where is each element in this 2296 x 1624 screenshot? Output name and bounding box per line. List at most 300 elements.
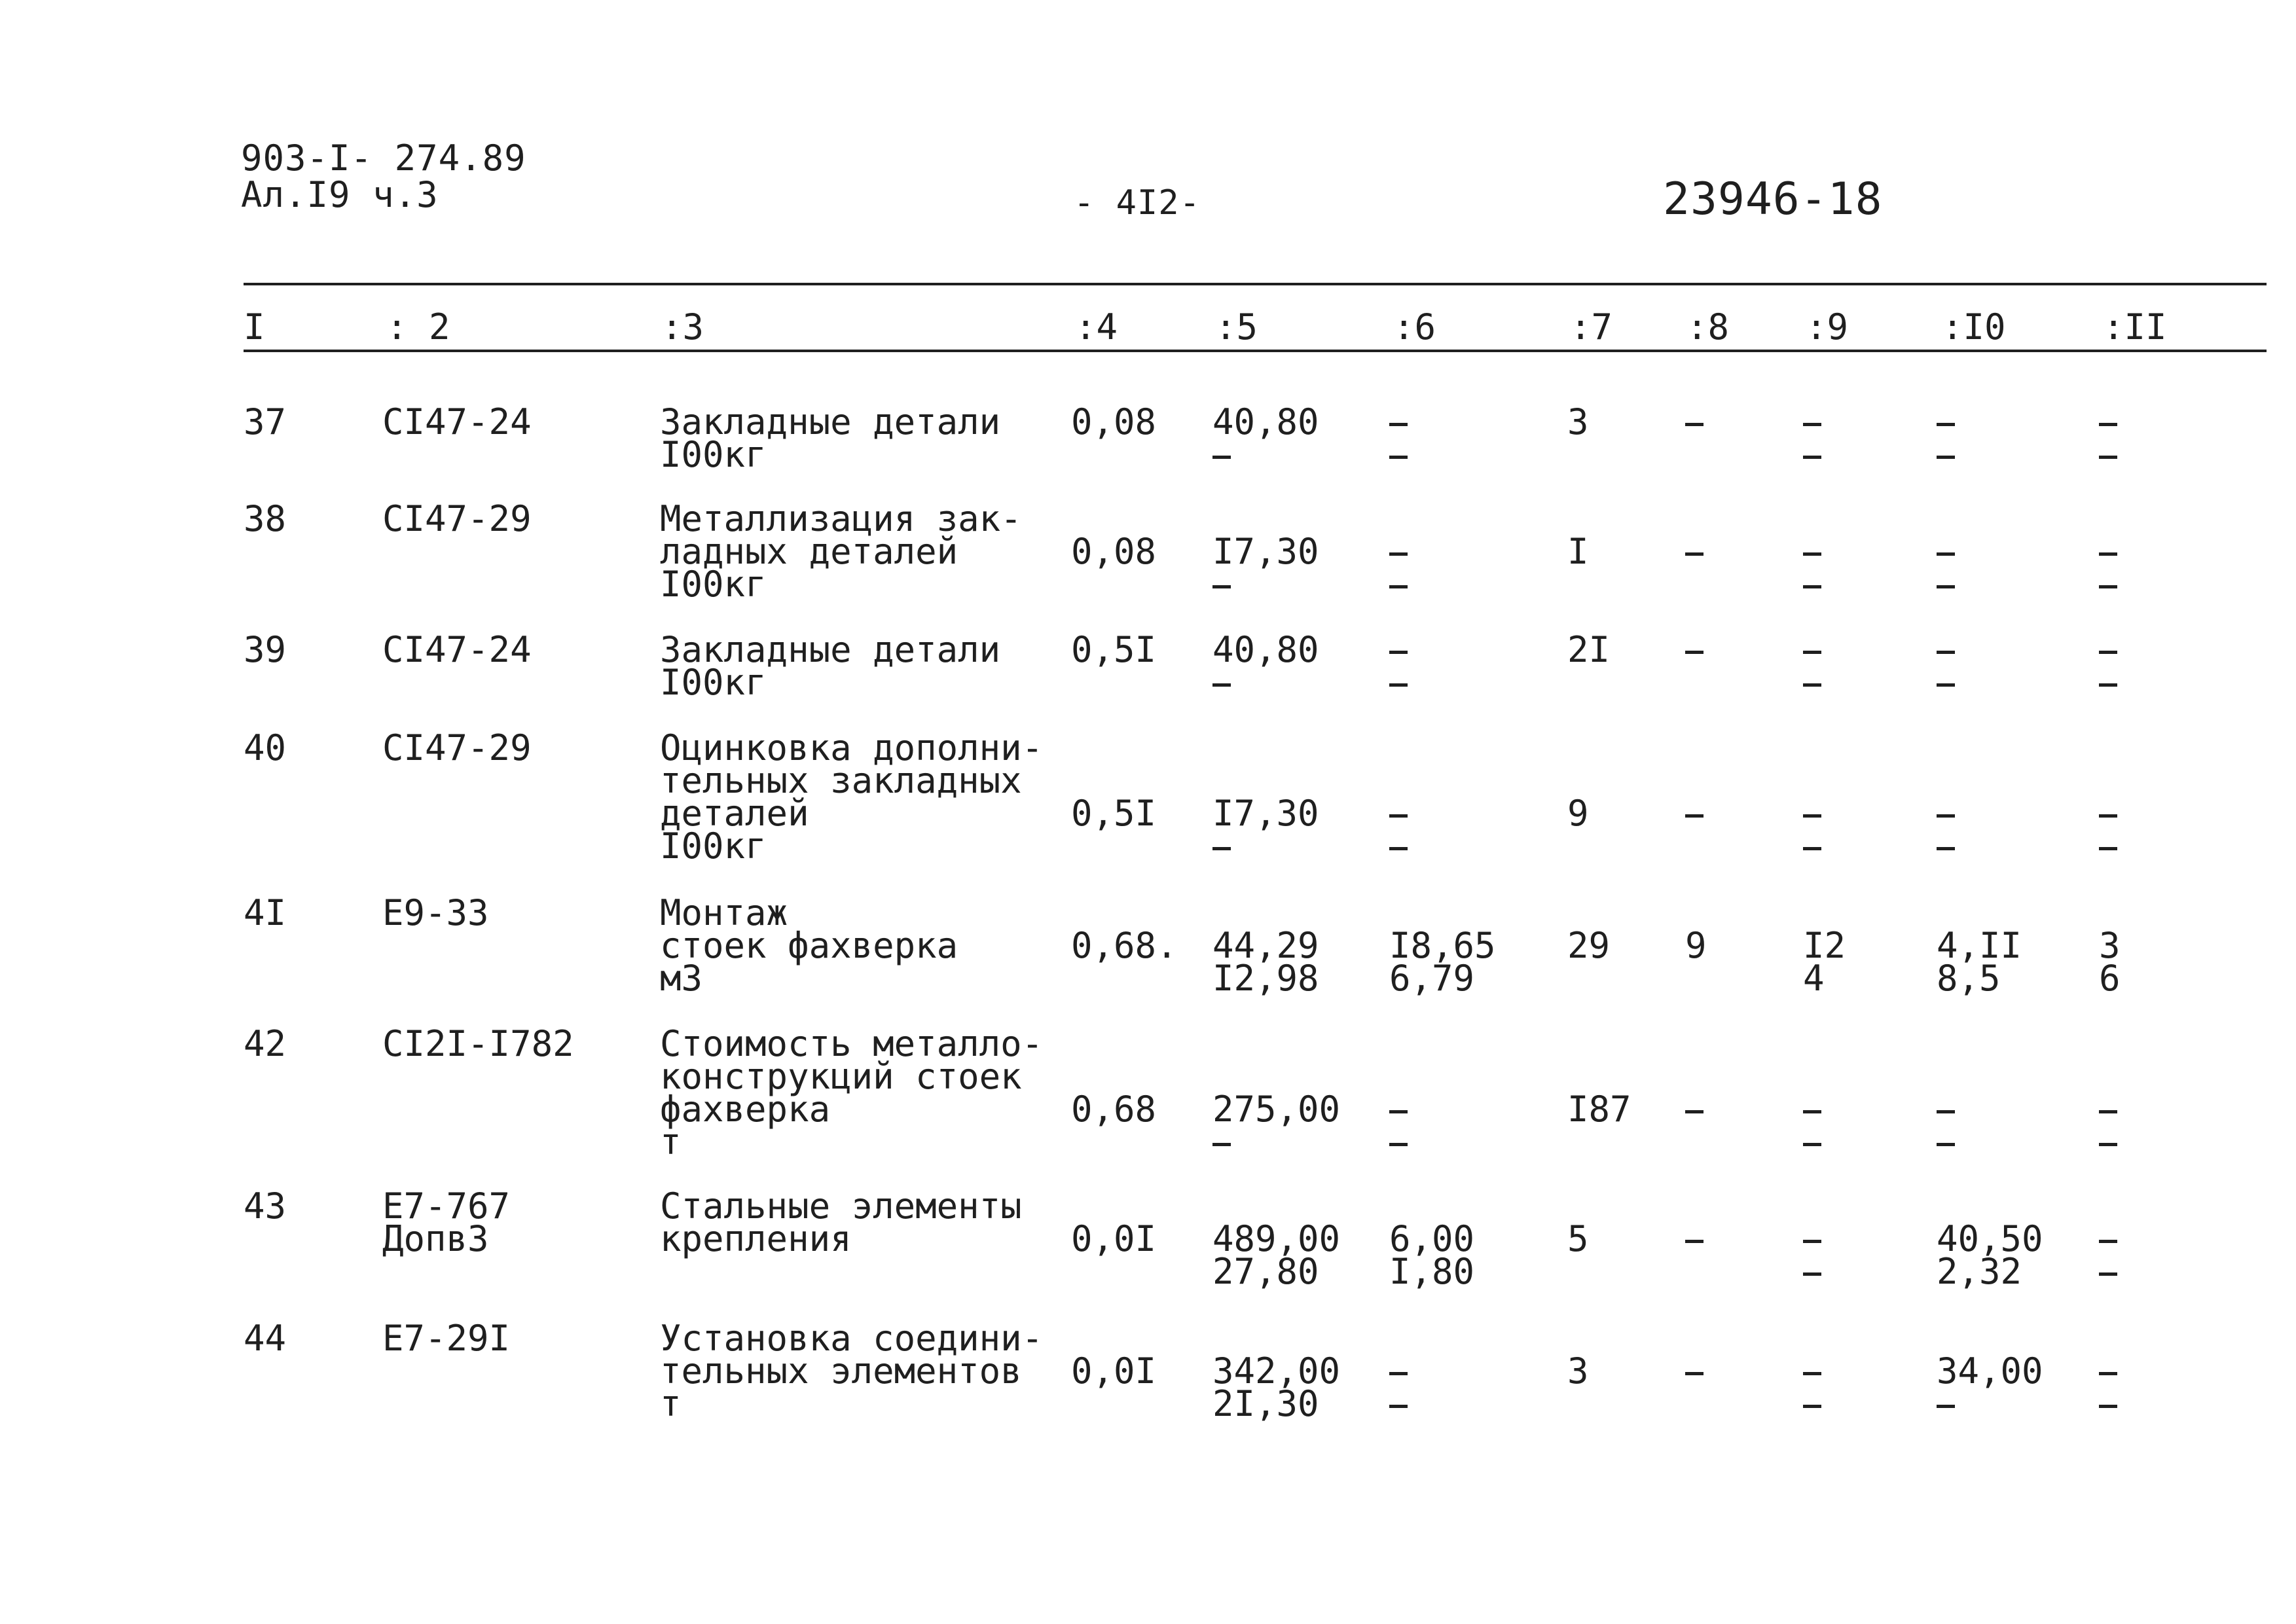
- labor-total: [2099, 1355, 2117, 1420]
- dash-glyph: [1212, 1143, 1231, 1146]
- dash-glyph: [2099, 847, 2117, 850]
- dash-glyph: [2099, 814, 2117, 818]
- dash-glyph: [1803, 1110, 1821, 1113]
- dash-glyph: [1803, 1405, 1821, 1408]
- cell-line: 37: [244, 401, 287, 442]
- cell-line: 2I,30: [1212, 1383, 1319, 1424]
- dash-mark: [1803, 830, 1821, 863]
- column-header-7: :7: [1570, 306, 1613, 348]
- dash-glyph: [1389, 651, 1408, 654]
- dash-mark: [1803, 1093, 1821, 1126]
- quantity: [1071, 1350, 1157, 1392]
- cell-line: E7-767: [382, 1185, 511, 1227]
- work-description: [660, 401, 1001, 475]
- dash-mark: [1212, 666, 1319, 699]
- dash-glyph: [1685, 552, 1704, 556]
- cell-line: CI47-24: [382, 629, 532, 670]
- cell-line: 40,50: [1937, 1218, 2043, 1259]
- cell-line: 5: [1567, 1218, 1589, 1259]
- dash-glyph: [1937, 585, 1955, 588]
- work-description: [660, 892, 958, 999]
- cell-line: 44,29: [1212, 925, 1319, 966]
- table-header-rule: [244, 350, 2267, 352]
- column-header-2: : 2: [386, 306, 450, 348]
- cell-line: Стальные элементы: [660, 1185, 1022, 1227]
- cell-line: 0,0I: [1071, 1350, 1157, 1392]
- cell-line: CI2I-I782: [382, 1023, 574, 1064]
- unit-cost: [1212, 925, 1319, 999]
- cell-line: I2,98: [1212, 958, 1319, 999]
- dash-mark: [1389, 439, 1408, 471]
- price-code: [382, 1318, 511, 1359]
- cell-line: 8,5: [1937, 958, 2001, 999]
- total-cost: [1567, 793, 1589, 834]
- dash-mark: [2099, 1093, 2117, 1126]
- cell-line: конструкций стоек: [660, 1056, 1022, 1097]
- cell-line: 44: [244, 1318, 287, 1359]
- dash-mark: [1937, 568, 1955, 601]
- cell-line: 4: [1803, 958, 1825, 999]
- dash-mark: [1803, 568, 1821, 601]
- cell-line: 0,0I: [1071, 1218, 1157, 1259]
- dash-glyph: [1803, 552, 1821, 556]
- dash-glyph: [1937, 1405, 1955, 1408]
- cell-line: 3: [1567, 1350, 1589, 1392]
- machine-cost: [1389, 1218, 1475, 1292]
- dash-mark: [1803, 797, 1821, 830]
- cell-line: 342,00: [1212, 1350, 1341, 1392]
- dash-mark: [1389, 634, 1408, 666]
- dash-mark: [2099, 1126, 2117, 1159]
- dash-mark: [1937, 535, 1955, 568]
- dash-mark: [2099, 406, 2117, 439]
- machine-total: [1803, 925, 1846, 999]
- dash-glyph: [1803, 1240, 1821, 1243]
- labor-per-unit: [1937, 535, 1955, 601]
- total-cost: [1567, 1350, 1589, 1392]
- cell-line: т: [660, 1121, 682, 1163]
- cell-line: E7-29I: [382, 1318, 511, 1359]
- labor-per-unit: [1937, 925, 2022, 999]
- document-code-line-2: Ал.I9 ч.3: [241, 174, 439, 215]
- cell-line: Закладные детали: [660, 629, 1001, 670]
- total-cost: [1567, 925, 1611, 966]
- work-description: [660, 1023, 1044, 1163]
- dash-glyph: [2099, 1240, 2117, 1243]
- machine-cost: [1389, 406, 1408, 471]
- dash-glyph: [2099, 1372, 2117, 1375]
- labor-total: [2099, 797, 2117, 863]
- dash-mark: [2099, 1355, 2117, 1388]
- machine-total: [1803, 1355, 1821, 1420]
- labor-total: [2099, 1223, 2117, 1288]
- dash-mark: [2099, 535, 2117, 568]
- dash-glyph: [1212, 847, 1231, 850]
- cell-line: 3: [2099, 925, 2121, 966]
- row-number: [244, 629, 287, 670]
- dash-mark: [1212, 568, 1319, 601]
- dash-mark: [1212, 439, 1319, 471]
- wage-total: [1685, 634, 1704, 666]
- dash-mark: [1685, 1093, 1704, 1126]
- cell-line: 6: [2099, 958, 2121, 999]
- dash-glyph: [2099, 585, 2117, 588]
- cell-line: I7,30: [1212, 793, 1319, 834]
- total-cost: [1567, 1218, 1589, 1259]
- dash-mark: [1937, 1126, 1955, 1159]
- cell-line: 2,32: [1937, 1251, 2022, 1292]
- dash-glyph: [1389, 847, 1408, 850]
- column-header-10: :I0: [1942, 306, 2006, 348]
- cell-line: CI47-29: [382, 498, 532, 539]
- dash-mark: [1389, 1126, 1408, 1159]
- row-number: [244, 1318, 287, 1359]
- cell-line: Установка соедини-: [660, 1318, 1044, 1359]
- wage-total: [1685, 1223, 1704, 1255]
- machine-cost: [1389, 797, 1408, 863]
- dash-glyph: [1389, 552, 1408, 556]
- total-cost: [1567, 531, 1589, 572]
- dash-glyph: [1803, 1372, 1821, 1375]
- machine-total: [1803, 797, 1821, 863]
- machine-cost: [1389, 1355, 1408, 1420]
- quantity: [1071, 401, 1157, 442]
- machine-total: [1803, 1093, 1821, 1159]
- cell-line: I00кг: [660, 564, 767, 605]
- total-cost: [1567, 629, 1611, 670]
- dash-mark: [1389, 535, 1408, 568]
- labor-total: [2099, 925, 2121, 999]
- dash-glyph: [1685, 1240, 1704, 1243]
- dash-mark: [1389, 406, 1408, 439]
- machine-cost: [1389, 1093, 1408, 1159]
- work-description: [660, 727, 1044, 867]
- dash-glyph: [1803, 814, 1821, 818]
- row-number: [244, 401, 287, 442]
- dash-glyph: [1389, 1372, 1408, 1375]
- dash-mark: [1803, 1388, 1821, 1420]
- dash-mark: [2099, 568, 2117, 601]
- cell-line: ладных деталей: [660, 531, 958, 572]
- dash-glyph: [1389, 585, 1408, 588]
- total-cost: [1567, 1089, 1631, 1130]
- column-header-4: :4: [1075, 306, 1118, 348]
- unit-cost: [1212, 1089, 1341, 1159]
- unit-cost: [1212, 401, 1319, 471]
- dash-glyph: [2099, 1405, 2117, 1408]
- cell-line: CI47-29: [382, 727, 532, 768]
- dash-mark: [2099, 1223, 2117, 1255]
- dash-mark: [1803, 1355, 1821, 1388]
- cell-line: 489,00: [1212, 1218, 1341, 1259]
- dash-glyph: [1937, 814, 1955, 818]
- wage-total: [1685, 406, 1704, 439]
- wage-total: [1685, 925, 1707, 966]
- dash-mark: [1803, 535, 1821, 568]
- column-header-6: :6: [1393, 306, 1436, 348]
- row-number: [244, 1023, 287, 1064]
- machine-total: [1803, 535, 1821, 601]
- cell-line: тельных закладных: [660, 760, 1022, 801]
- cell-line: 2I: [1567, 629, 1611, 670]
- unit-cost: [1212, 531, 1319, 601]
- dash-glyph: [2099, 683, 2117, 687]
- labor-per-unit: [1937, 634, 1955, 699]
- row-number: [244, 1185, 287, 1227]
- dash-glyph: [2099, 552, 2117, 556]
- dash-mark: [2099, 830, 2117, 863]
- cell-line: I,80: [1389, 1251, 1475, 1292]
- dash-mark: [1389, 666, 1408, 699]
- dash-mark: [1937, 1388, 2043, 1420]
- dash-mark: [1937, 1093, 1955, 1126]
- cell-line: 0,08: [1071, 401, 1157, 442]
- dash-mark: [1389, 830, 1408, 863]
- document-code-line-1: 903-I- 274.89: [241, 137, 526, 179]
- work-description: [660, 1185, 1022, 1259]
- column-header-11: :II: [2103, 306, 2167, 348]
- cell-line: 3: [1567, 401, 1589, 442]
- dash-glyph: [2099, 651, 2117, 654]
- cell-line: E9-33: [382, 892, 489, 933]
- dash-mark: [1389, 797, 1408, 830]
- dash-mark: [2099, 1255, 2117, 1288]
- document-code: [241, 139, 526, 215]
- labor-per-unit: [1937, 1350, 2043, 1420]
- dash-mark: [1937, 797, 1955, 830]
- wage-total: [1685, 797, 1704, 830]
- dash-mark: [2099, 797, 2117, 830]
- cell-line: тельных элементов: [660, 1350, 1022, 1392]
- machine-cost: [1389, 634, 1408, 699]
- machine-cost: [1389, 925, 1496, 999]
- cell-line: I: [1567, 531, 1589, 572]
- quantity: [1071, 793, 1157, 834]
- labor-total: [2099, 535, 2117, 601]
- dash-mark: [1685, 406, 1704, 439]
- cell-line: CI47-24: [382, 401, 532, 442]
- dash-mark: [1685, 535, 1704, 568]
- cell-line: 40: [244, 727, 287, 768]
- cell-line: I00кг: [660, 662, 767, 703]
- dash-mark: [1803, 634, 1821, 666]
- dash-glyph: [2099, 423, 2117, 426]
- dash-mark: [2099, 666, 2117, 699]
- dash-glyph: [1803, 847, 1821, 850]
- cell-line: стоек фахверка: [660, 925, 958, 966]
- unit-cost: [1212, 1350, 1341, 1424]
- dash-glyph: [1685, 423, 1704, 426]
- wage-total: [1685, 535, 1704, 568]
- cell-line: 39: [244, 629, 287, 670]
- dash-glyph: [1937, 456, 1955, 459]
- dash-mark: [1389, 1355, 1408, 1388]
- quantity: [1071, 1218, 1157, 1259]
- dash-glyph: [1803, 651, 1821, 654]
- dash-glyph: [1803, 585, 1821, 588]
- labor-total: [2099, 1093, 2117, 1159]
- dash-glyph: [2099, 1272, 2117, 1276]
- page-number: - 4I2-: [1074, 183, 1201, 223]
- machine-total: [1803, 1223, 1821, 1288]
- cell-line: 6,79: [1389, 958, 1475, 999]
- work-description: [660, 629, 1001, 703]
- dash-glyph: [1389, 1110, 1408, 1113]
- column-header-9: :9: [1806, 306, 1849, 348]
- cell-line: 38: [244, 498, 287, 539]
- labor-per-unit: [1937, 1218, 2043, 1292]
- cell-line: I00кг: [660, 825, 767, 867]
- dash-glyph: [1937, 1110, 1955, 1113]
- cell-line: 34,00: [1937, 1350, 2043, 1392]
- dash-glyph: [1212, 456, 1231, 459]
- cell-line: I8,65: [1389, 925, 1496, 966]
- cell-line: 9: [1567, 793, 1589, 834]
- cell-line: 29: [1567, 925, 1611, 966]
- price-code: [382, 1023, 574, 1064]
- dash-mark: [1937, 406, 1955, 439]
- total-cost: [1567, 401, 1589, 442]
- price-code: [382, 727, 532, 768]
- dash-glyph: [1389, 683, 1408, 687]
- dash-glyph: [1803, 1143, 1821, 1146]
- cell-line: 40,80: [1212, 629, 1319, 670]
- dash-mark: [2099, 634, 2117, 666]
- dash-mark: [1389, 568, 1408, 601]
- dash-glyph: [2099, 1143, 2117, 1146]
- dash-glyph: [1937, 423, 1955, 426]
- dash-glyph: [1937, 847, 1955, 850]
- cell-line: 0,5I: [1071, 793, 1157, 834]
- machine-total: [1803, 406, 1821, 471]
- unit-cost: [1212, 793, 1319, 863]
- dash-glyph: [1389, 456, 1408, 459]
- dash-mark: [1389, 1093, 1408, 1126]
- dash-mark: [1685, 634, 1704, 666]
- quantity: [1071, 629, 1157, 670]
- cell-line: м3: [660, 958, 703, 999]
- dash-glyph: [1937, 552, 1955, 556]
- cell-line: 0,5I: [1071, 629, 1157, 670]
- cell-line: крепления: [660, 1218, 852, 1259]
- dash-glyph: [1685, 814, 1704, 818]
- dash-glyph: [1685, 651, 1704, 654]
- dash-mark: [2099, 439, 2117, 471]
- price-code: [382, 629, 532, 670]
- machine-cost: [1389, 535, 1408, 601]
- quantity: [1071, 1089, 1157, 1130]
- cell-line: 42: [244, 1023, 287, 1064]
- cell-line: 0,68: [1071, 1089, 1157, 1130]
- labor-per-unit: [1937, 797, 1955, 863]
- document-number: 23946-18: [1663, 173, 1883, 225]
- dash-glyph: [1937, 1143, 1955, 1146]
- cell-line: Допв3: [382, 1218, 489, 1259]
- row-number: [244, 727, 287, 768]
- dash-mark: [2099, 1388, 2117, 1420]
- cell-line: 6,00: [1389, 1218, 1475, 1259]
- cell-line: 4,II: [1937, 925, 2022, 966]
- dash-mark: [1685, 1223, 1704, 1255]
- dash-glyph: [1937, 683, 1955, 687]
- cell-line: Оцинковка дополни-: [660, 727, 1044, 768]
- labor-total: [2099, 406, 2117, 471]
- dash-mark: [1685, 1355, 1704, 1388]
- cell-line: I00кг: [660, 434, 767, 475]
- dash-mark: [1685, 797, 1704, 830]
- dash-mark: [1803, 439, 1821, 471]
- dash-mark: [1803, 1255, 1821, 1288]
- cell-line: 275,00: [1212, 1089, 1341, 1130]
- dash-glyph: [1803, 683, 1821, 687]
- table-top-rule: [244, 283, 2267, 285]
- machine-total: [1803, 634, 1821, 699]
- column-header-8: :8: [1686, 306, 1730, 348]
- column-header-5: :5: [1215, 306, 1258, 348]
- dash-glyph: [1389, 1143, 1408, 1146]
- dash-glyph: [2099, 1110, 2117, 1113]
- dash-mark: [1803, 1223, 1821, 1255]
- cell-line: фахверка: [660, 1089, 831, 1130]
- column-header-3: :3: [661, 306, 704, 348]
- quantity: [1071, 925, 1178, 966]
- cell-line: 40,80: [1212, 401, 1319, 442]
- labor-total: [2099, 634, 2117, 699]
- dash-mark: [1937, 439, 1955, 471]
- dash-glyph: [1685, 1372, 1704, 1375]
- price-code: [382, 401, 532, 442]
- dash-glyph: [1685, 1110, 1704, 1113]
- work-description: [660, 498, 1022, 605]
- cell-line: деталей: [660, 793, 809, 834]
- cell-line: Стоимость металло-: [660, 1023, 1044, 1064]
- dash-mark: [1803, 1126, 1821, 1159]
- dash-mark: [1937, 666, 1955, 699]
- wage-total: [1685, 1355, 1704, 1388]
- wage-total: [1685, 1093, 1704, 1126]
- price-code: [382, 498, 532, 539]
- cell-line: I7,30: [1212, 531, 1319, 572]
- dash-glyph: [1803, 456, 1821, 459]
- cell-line: 0,68.: [1071, 925, 1178, 966]
- dash-mark: [1937, 634, 1955, 666]
- dash-glyph: [1212, 683, 1231, 687]
- dash-glyph: [1389, 423, 1408, 426]
- unit-cost: [1212, 1218, 1341, 1292]
- work-description: [660, 1318, 1044, 1424]
- row-number: [244, 892, 287, 933]
- dash-glyph: [1803, 1272, 1821, 1276]
- labor-per-unit: [1937, 1093, 1955, 1159]
- cell-line: 43: [244, 1185, 287, 1227]
- quantity: [1071, 531, 1157, 572]
- dash-glyph: [1937, 651, 1955, 654]
- cell-line: Монтаж: [660, 892, 788, 933]
- price-code: [382, 1185, 511, 1259]
- dash-mark: [1212, 830, 1319, 863]
- dash-glyph: [1389, 1405, 1408, 1408]
- cell-line: Закладные детали: [660, 401, 1001, 442]
- dash-glyph: [1212, 585, 1231, 588]
- cell-line: I87: [1567, 1089, 1631, 1130]
- dash-mark: [1389, 1388, 1408, 1420]
- cell-line: Металлизация зак-: [660, 498, 1022, 539]
- cell-line: 0,08: [1071, 531, 1157, 572]
- dash-mark: [1803, 666, 1821, 699]
- column-header-1: I: [244, 306, 265, 348]
- dash-mark: [1212, 1126, 1340, 1159]
- unit-cost: [1212, 629, 1319, 699]
